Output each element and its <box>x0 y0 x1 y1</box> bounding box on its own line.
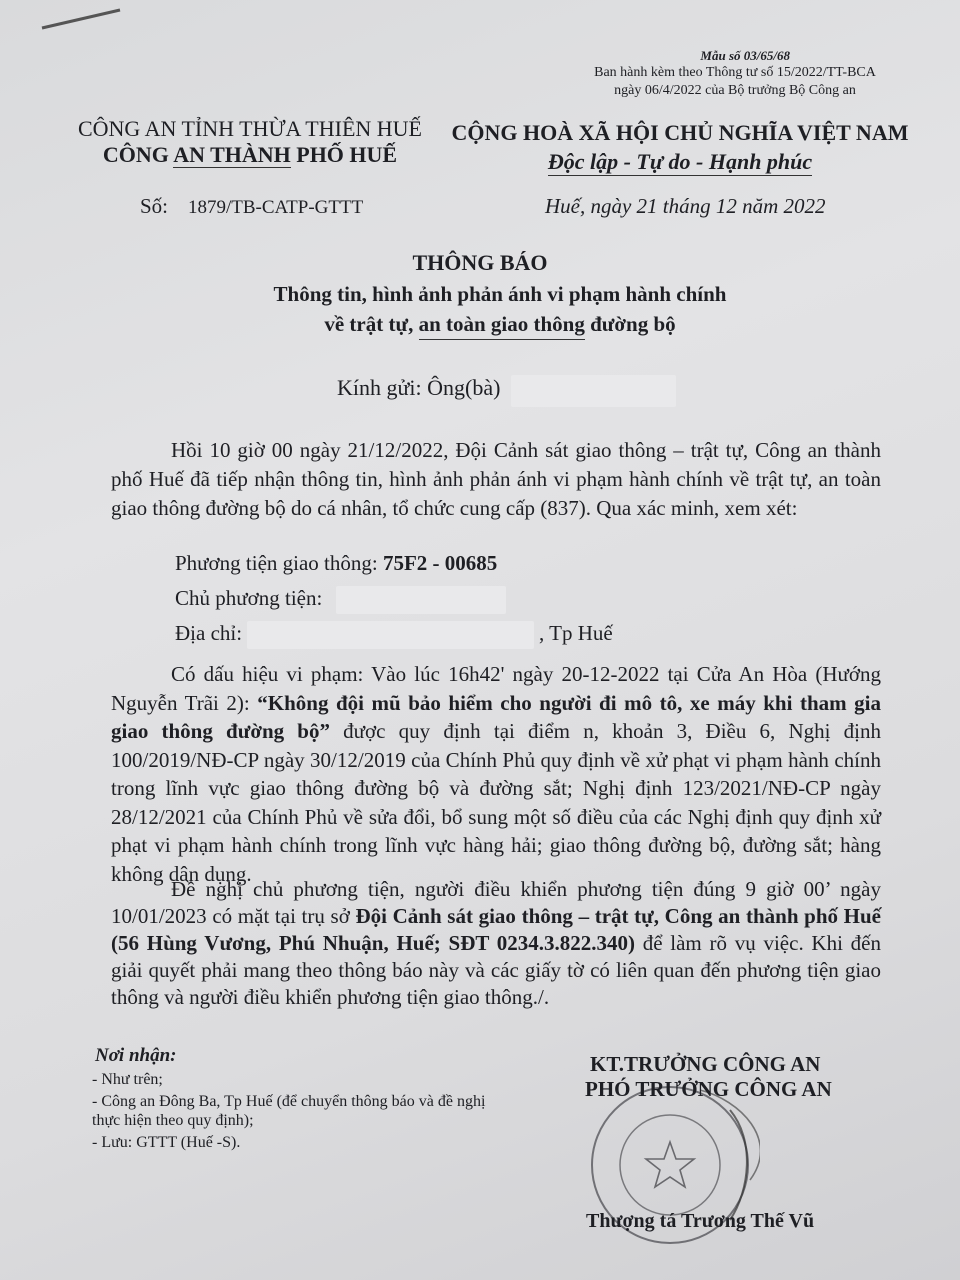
recipient-item: - Như trên; <box>92 1071 163 1088</box>
redacted-name <box>511 375 676 407</box>
signature-title-1: KT.TRƯỞNG CÔNG AN <box>590 1052 821 1076</box>
owner-label: Chủ phương tiện: <box>175 586 323 610</box>
place-date: Huế, ngày 21 tháng 12 năm 2022 <box>545 194 826 218</box>
national-title: CỘNG HOÀ XÃ HỘI CHỦ NGHĨA VIỆT NAM <box>451 120 909 145</box>
document-subtitle-1: Thông tin, hình ảnh phản ánh vi phạm hành chính <box>273 282 727 306</box>
form-number: Mẫu số 03/65/68 <box>700 48 790 63</box>
parent-organization: CÔNG AN TỈNH THỪA THIÊN HUẾ <box>77 116 422 141</box>
doc-number-label: Số: <box>140 194 169 218</box>
doc-number: 1879/TB-CATP-GTTT <box>188 197 364 218</box>
document-subtitle-2: về trật tự, an toàn giao thông đường bộ <box>0 312 960 337</box>
paragraph-violation: Có dấu hiệu vi phạm: Vào lúc 16h42' ngày 20-12-2022 tại Cửa An Hòa (Hướng Nguyễn Trãi 2): “Không đội mũ bảo hiểm cho người đi mô tô, xe máy khi tham gia giao thông đường bộ” được quy định tại điểm n, khoản 3, Điều 6, Nghị định 100/2019/NĐ-CP ngày 30/12/2019 của Chính Phủ quy định về xử phạt vi phạm hành chính trong lĩnh vực giao thông đường bộ và đường sắt; Nghị định 123/2021/NĐ-CP ngày 28/12/2021 của Chính Phủ về sửa đổi, bổ sung một số điều của các Nghị định quy định xử phạt vi phạm hành chính trong lĩnh vực hàng hải; giao thông đường bộ, đường sắt; hàng không dân dụng. <box>111 662 881 886</box>
document-title: THÔNG BÁO <box>412 250 548 275</box>
recipient-item: - Công an Đông Ba, Tp Huế (để chuyển thông báo và đề nghị thực hiện theo quy định); <box>92 1093 486 1129</box>
paragraph-intro: Hồi 10 giờ 00 ngày 21/12/2022, Đội Cảnh sát giao thông – trật tự, Công an thành phố Huế đã tiếp nhận thông tin, hình ảnh phản ánh vi phạm hành chính về trật tự, an toàn giao thông đường bộ do cá nhân, tổ chức cung cấp (837). Qua xác minh, xem xét: <box>111 438 881 520</box>
national-motto: Độc lập - Tự do - Hạnh phúc <box>547 149 813 174</box>
vehicle-plate: 75F2 - 00685 <box>382 551 498 575</box>
issued-by-note: Ban hành kèm theo Thông tư số 15/2022/TT-BCA ngày 06/4/2022 của Bộ trưởng Bộ Công an <box>594 65 876 98</box>
redacted-address <box>247 621 534 649</box>
issuing-organization: CÔNG AN THÀNH PHỐ HUẾ <box>102 142 398 167</box>
address-label: Địa chỉ: <box>175 621 243 645</box>
paragraph-request: Đề nghị chủ phương tiện, người điều khiển phương tiện đúng 9 giờ 00’ ngày 10/01/2023 có mặt tại trụ sở Đội Cảnh sát giao thông – trật tự, Công an thành phố Huế (56 Hùng Vương, Phú Nhuận, Huế; SĐT 0234.3.822.340) để làm rõ vụ việc. Khi đến giải quyết phải mang theo thông báo này và các giấy tờ có liên quan đến phương tiện giao thông và người điều khiển phương tiện giao thông./. <box>111 877 882 1009</box>
recipient-item: - Lưu: GTTT (Huế -S). <box>92 1134 241 1151</box>
salutation: Kính gửi: Ông(bà) <box>337 375 501 400</box>
signer-name: Thượng tá Trương Thế Vũ <box>586 1210 815 1232</box>
address-city: , Tp Huế <box>539 621 613 645</box>
pen-mark <box>40 2 130 32</box>
recipients-list <box>92 1070 512 1155</box>
vehicle-line: Phương tiện giao thông: 75F2 - 00685 <box>175 551 498 575</box>
signature-title-2: PHÓ TRƯỞNG CÔNG AN <box>585 1077 832 1101</box>
redacted-owner <box>336 586 506 614</box>
recipients-title: Nơi nhận: <box>95 1045 177 1066</box>
